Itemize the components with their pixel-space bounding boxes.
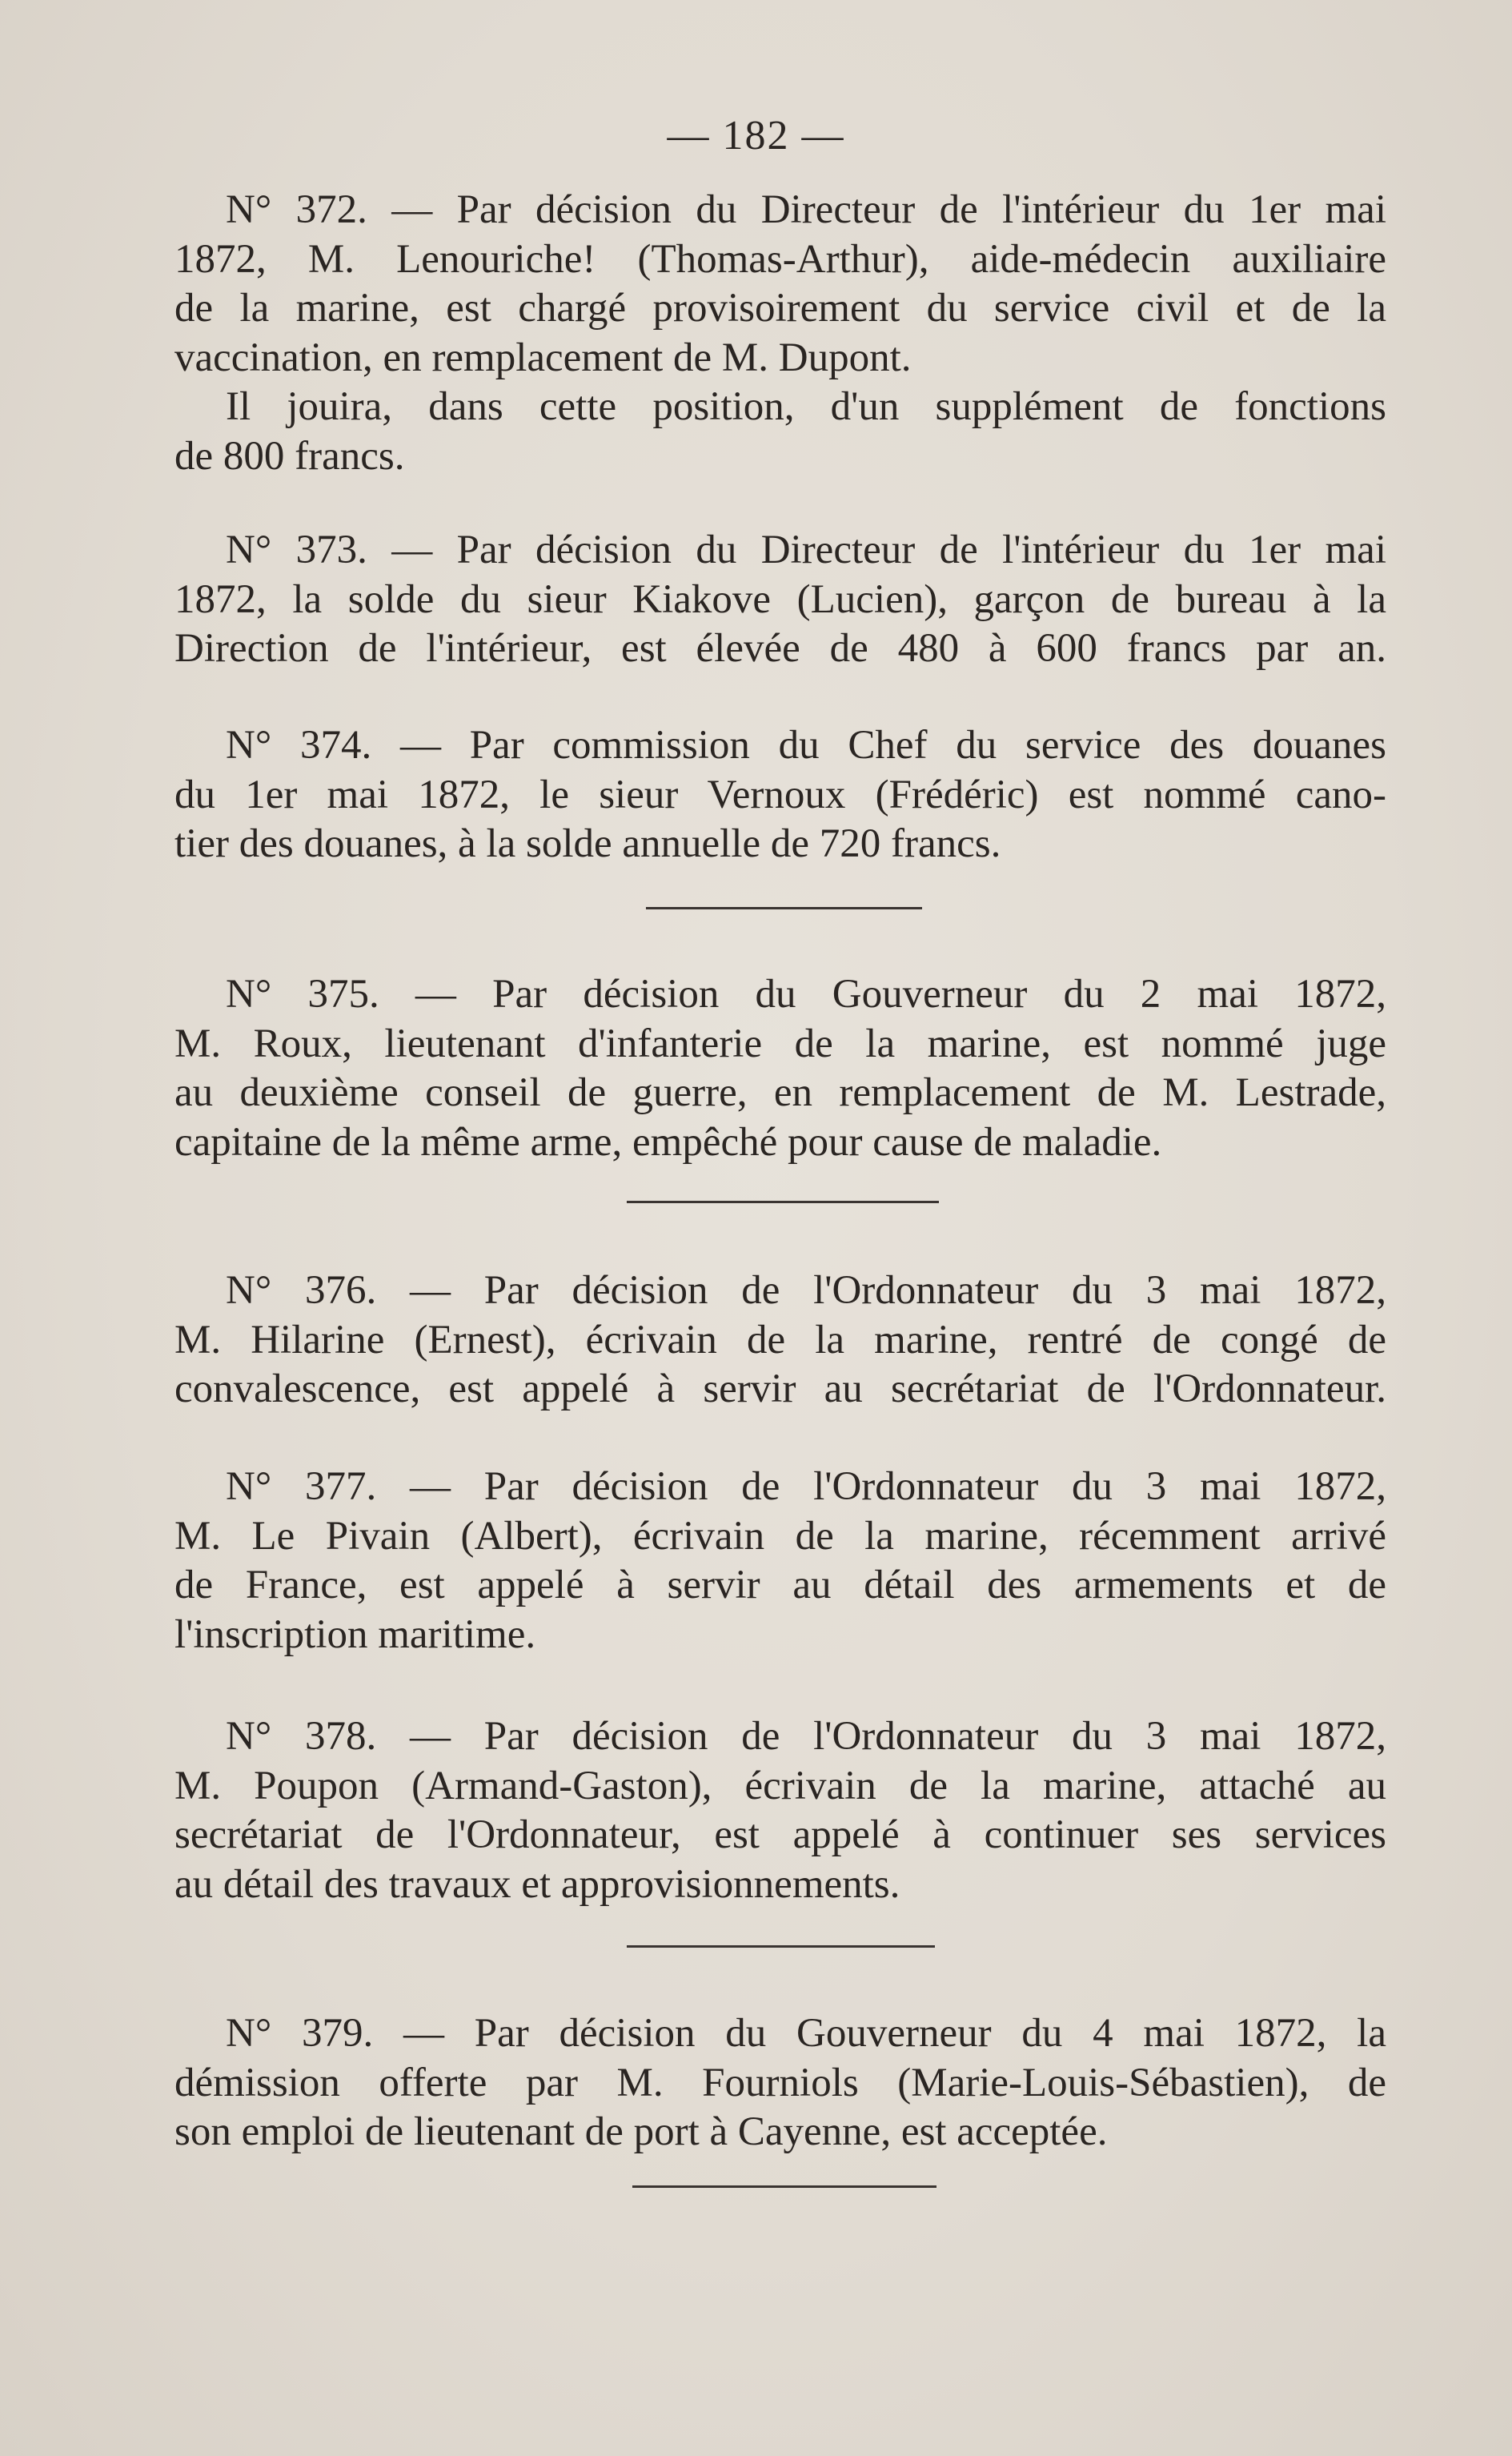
separator-rule: [632, 2185, 936, 2188]
separator-rule: [627, 1201, 939, 1203]
entry-line: de 800 francs.: [174, 433, 405, 479]
entry-line: l'inscription maritime.: [174, 1611, 536, 1657]
separator-rule: [646, 907, 922, 909]
entry-line: au détail des travaux et approvisionnements.: [174, 1861, 900, 1907]
entry-line: vaccination, en remplacement de M. Dupont.: [174, 335, 912, 380]
entry-line: N° 378. — Par décision de l'Ordonnateur du 3 mai 1872,: [226, 1714, 1386, 1759]
entry-379: [174, 2009, 1386, 2157]
page-number: — 182 —: [667, 113, 845, 159]
entry-line: N° 372. — Par décision du Directeur de l'intérieur du 1er mai: [226, 187, 1386, 232]
entry-373: [174, 526, 1386, 674]
entry-line: au deuxième conseil de guerre, en remplacement de M. Lestrade,: [174, 1070, 1386, 1115]
entry-377: [174, 1463, 1386, 1659]
entry-line: M. Roux, lieutenant d'infanterie de la marine, est nommé juge: [174, 1021, 1386, 1066]
entry-372: [174, 186, 1386, 481]
entry-line: M. Poupon (Armand-Gaston), écrivain de la marine, attaché au: [174, 1763, 1386, 1808]
entry-line: tier des douanes, à la solde annuelle de 720 francs.: [174, 821, 1001, 866]
entry-line: secrétariat de l'Ordonnateur, est appelé à continuer ses services: [174, 1812, 1386, 1857]
entry-line: convalescence, est appelé à servir au secrétariat de l'Ordonnateur.: [174, 1366, 1386, 1411]
entry-line: Direction de l'intérieur, est élevée de 480 à 600 francs par an.: [174, 626, 1386, 671]
entry-line: N° 373. — Par décision du Directeur de l'intérieur du 1er mai: [226, 528, 1386, 572]
entry-line: M. Hilarine (Ernest), écrivain de la marine, rentré de congé de: [174, 1317, 1386, 1362]
entry-line: de la marine, est chargé provisoirement du service civil et de la: [174, 286, 1386, 331]
separator-rule: [627, 1945, 935, 1948]
entry-line: 1872, la solde du sieur Kiakove (Lucien), garçon de bureau à la: [174, 576, 1386, 622]
entry-378: [174, 1712, 1386, 1909]
entry-line: N° 376. — Par décision de l'Ordonnateur du 3 mai 1872,: [226, 1268, 1386, 1313]
entry-line: N° 374. — Par commission du Chef du service des douanes: [226, 723, 1386, 768]
entry-374: [174, 721, 1386, 869]
entry-line: son emploi de lieutenant de port à Cayenne, est acceptée.: [174, 2109, 1108, 2154]
entry-line: N° 379. — Par décision du Gouverneur du 4 mai 1872, la: [226, 2011, 1386, 2056]
entry-line: capitaine de la même arme, empêché pour cause de maladie.: [174, 1119, 1162, 1165]
entry-line: démission offerte par M. Fourniols (Marie-Louis-Sébastien), de: [174, 2060, 1386, 2105]
entry-line: M. Le Pivain (Albert), écrivain de la marine, récemment arrivé: [174, 1513, 1386, 1559]
entry-line: du 1er mai 1872, le sieur Vernoux (Frédéric) est nommé cano-: [174, 772, 1386, 817]
entry-line: N° 377. — Par décision de l'Ordonnateur du 3 mai 1872,: [226, 1464, 1386, 1509]
entry-375: [174, 970, 1386, 1167]
entry-376: [174, 1266, 1386, 1415]
entry-line: Il jouira, dans cette position, d'un supplément de fonctions: [226, 384, 1386, 429]
entry-line: N° 375. — Par décision du Gouverneur du 2 mai 1872,: [226, 972, 1386, 1017]
entry-line: 1872, M. Lenouriche! (Thomas-Arthur), aide-médecin auxiliaire: [174, 236, 1386, 282]
entry-line: de France, est appelé à servir au détail des armements et de: [174, 1563, 1386, 1607]
